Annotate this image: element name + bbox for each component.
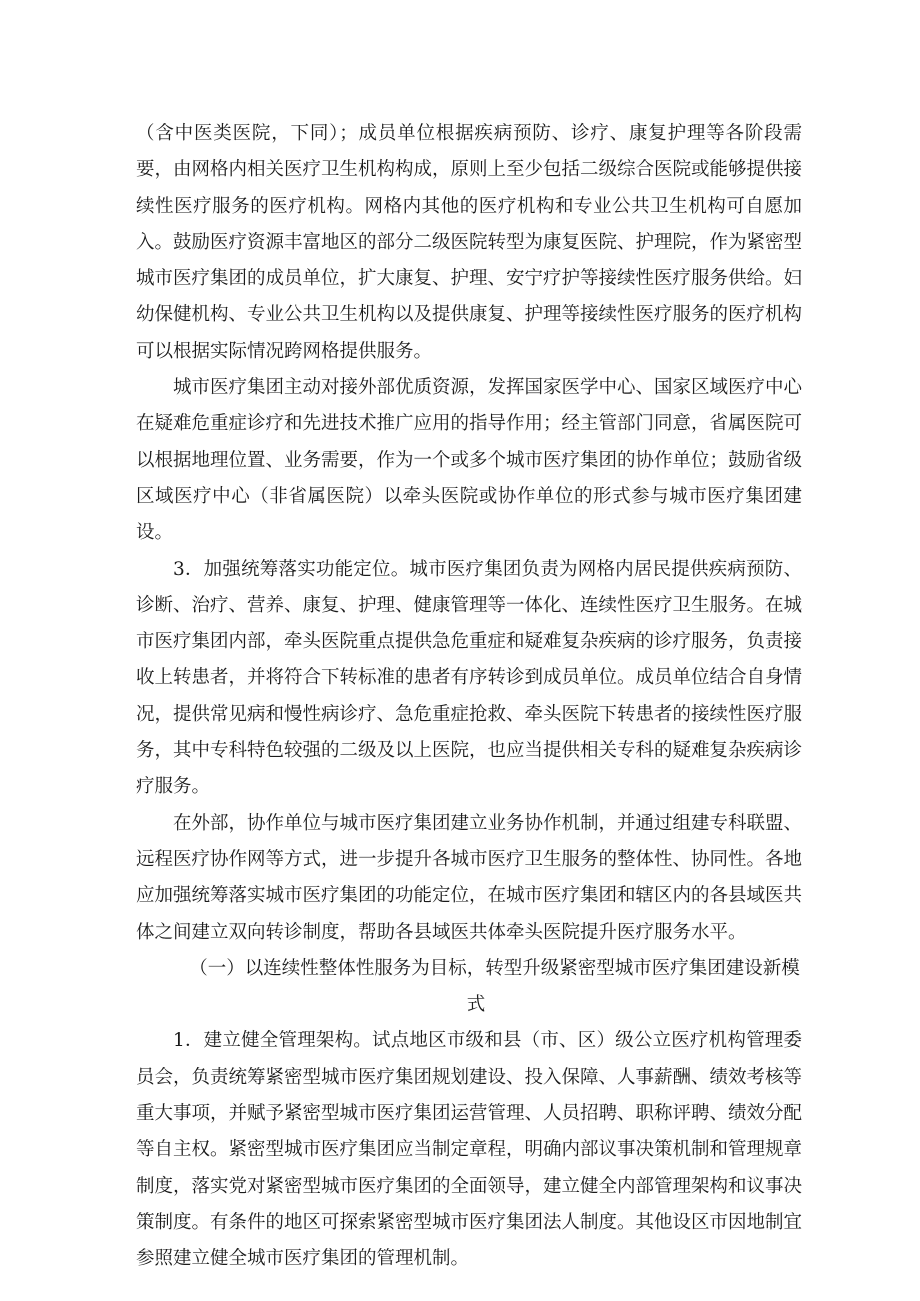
paragraph-external-resources: 城市医疗集团主动对接外部优质资源，发挥国家医学中心、国家区域医疗中心在疑难危重症诊疗和先进技术推广应用的指导作用；经主管部门同意，省属医院可以根据地理位置、业务需要，作为一个或多个城市医疗集团的协作单位；鼓励省级区域医疗中心（非省属医院）以牵头医院或协作单位的形式参与城市医疗集团建设。 <box>136 377 803 544</box>
paragraph-external-cooperation: 在外部，协作单位与城市医疗集团建立业务协作机制，并通过组建专科联盟、远程医疗协作网等方式，进一步提升各城市医疗卫生服务的整体性、协同性。各地应加强统筹落实城市医疗集团的功能定位，在城市医疗集团和辖区内的各县域医共体之间建立双向转诊制度，帮助各县域医共体牵头医院提升医疗服务水平。 <box>136 812 803 943</box>
paragraph-management-structure: 1．建立健全管理架构。试点地区市级和县（市、区）级公立医疗机构管理委员会，负责统筹紧密型城市医疗集团规划建设、投入保障、人事薪酬、绩效考核等重大事项，并赋予紧密型城市医疗集团运营管理、人员招聘、职称评聘、绩效分配等自主权。紧密型城市医疗集团应当制定章程，明确内部议事决策机制和管理规章制度，落实党对紧密型城市医疗集团的全面领导，建立健全内部管理架构和议事决策制度。有条件的地区可探索紧密型城市医疗集团法人制度。其他设区市因地制宜参照建立健全城市医疗集团的管理机制。 <box>136 1030 803 1270</box>
section-heading: （一）以连续性整体性服务为目标，转型升级紧密型城市医疗集团建设新模式 <box>189 957 800 1016</box>
document-body <box>136 116 802 1278</box>
paragraph-member-units: （含中医类医院，下同）；成员单位根据疾病预防、诊疗、康复护理等各阶段需要，由网格内相关医疗卫生机构构成，原则上至少包括二级综合医院或能够提供接续性医疗服务的医疗机构。网格内其他的医疗机构和专业公共卫生机构可自愿加入。鼓励医疗资源丰富地区的部分二级医院转型为康复医院、护理院，作为紧密型城市医疗集团的成员单位，扩大康复、护理、安宁疗护等接续性医疗服务供给。妇幼保健机构、专业公共卫生机构以及提供康复、护理等接续性医疗服务的医疗机构可以根据实际情况跨网格提供服务。 <box>136 123 803 362</box>
paragraph-function-positioning: 3．加强统筹落实功能定位。城市医疗集团负责为网格内居民提供疾病预防、诊断、治疗、营养、康复、护理、健康管理等一体化、连续性医疗卫生服务。在城市医疗集团内部，牵头医院重点提供急危重症和疑难复杂疾病的诊疗服务，负责接收上转患者，并将符合下转标准的患者有序转诊到成员单位。成员单位结合自身情况，提供常见病和慢性病诊疗、急危重症抢救、牵头医院下转患者的接续性医疗服务，其中专科特色较强的二级及以上医院，也应当提供相关专科的疑难复杂疾病诊疗服务。 <box>136 558 803 798</box>
